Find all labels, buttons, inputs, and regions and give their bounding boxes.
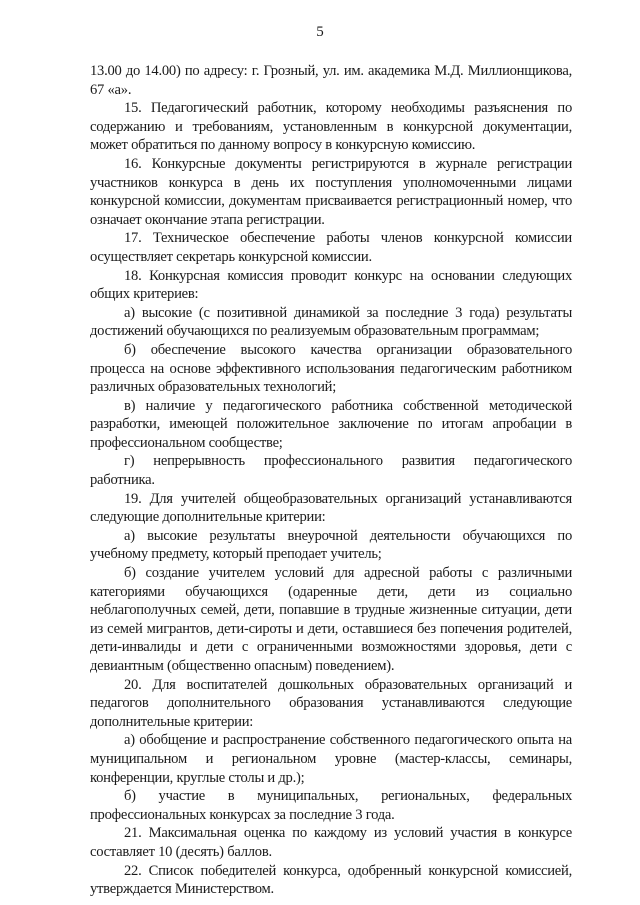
paragraph-18-v: в) наличие у педагогического работника собственной методической разработки, имеющей положительное заключение по итогам апробации в профессиональном сообществе; (90, 397, 572, 451)
page-number: 5 (316, 24, 324, 40)
paragraph-15: 15. Педагогический работник, которому необходимы разъяснения по содержанию и требованиям, установленным в конкурсной документации, может обратиться по данному вопросу в конкурсную комиссию. (90, 100, 572, 154)
paragraph-22: 22. Список победителей конкурса, одобренный конкурсной комиссией, утверждается Министерством. (90, 862, 572, 898)
paragraph-17: 17. Техническое обеспечение работы членов конкурсной комиссии осуществляет секретарь конкурсной комиссии. (90, 230, 572, 265)
paragraph-18-g: г) непрерывность профессионального развития педагогического работника. (90, 453, 572, 489)
paragraph-19: 19. Для учителей общеобразовательных организаций устанавливаются следующие дополнительные критерии: (90, 490, 572, 526)
paragraph-16: 16. Конкурсные документы регистрируются в журнале регистрации участников конкурса в день их поступления уполномоченными лицами конкурсной комиссии, документам присваивается регистрационный номер, что означает окончание этапа регистрации. (90, 155, 572, 228)
paragraph-20-a: а) обобщение и распространение собственного педагогического опыта на муниципальном и региональном уровне (мастер-классы, семинары, конференции, круглые столы и др.); (90, 732, 572, 786)
paragraph-18-b: б) обеспечение высокого качества организации образовательного процесса на основе эффективного использования педагогическим работником различных образовательных технологий; (90, 341, 572, 396)
paragraph-18-a: а) высокие (с позитивной динамикой за последние 3 года) результаты достижений обучающихся по реализуемым образовательным программам; (90, 304, 572, 340)
paragraph-19-a: а) высокие результаты внеурочной деятельности обучающихся по учебному предмету, который преподает учитель; (90, 527, 572, 563)
paragraph-20: 20. Для воспитателей дошкольных образовательных организаций и педагогов дополнительного образования устанавливаются следующие дополнительные критерии: (90, 676, 572, 730)
paragraph-18: 18. Конкурсная комиссия проводит конкурс на основании следующих общих критериев: (90, 267, 572, 303)
paragraph-address-continuation: 13.00 до 14.00) по адресу: г. Грозный, ул. им. академика М.Д. Миллионщикова, 67 «а». (90, 63, 572, 98)
document-body (90, 62, 572, 899)
paragraph-20-b: б) участие в муниципальных, региональных, федеральных профессиональных конкурсах за последние 3 года. (90, 788, 572, 823)
paragraph-21: 21. Максимальная оценка по каждому из условий участия в конкурсе составляет 10 (десять) баллов. (90, 825, 572, 860)
paragraph-19-b: б) создание учителем условий для адресной работы с различными категориями обучающихся (одаренные дети, дети из социально неблагополучных семей, дети, попавшие в трудные жизненные ситуации, дети из семей мигрантов, дети-сироты и дети, оставшиеся без попечения родителей, дети-инвалиды и дети с ограниченными возможностями здоровья, дети с девиантным (общественно опасным) поведением). (90, 565, 572, 674)
